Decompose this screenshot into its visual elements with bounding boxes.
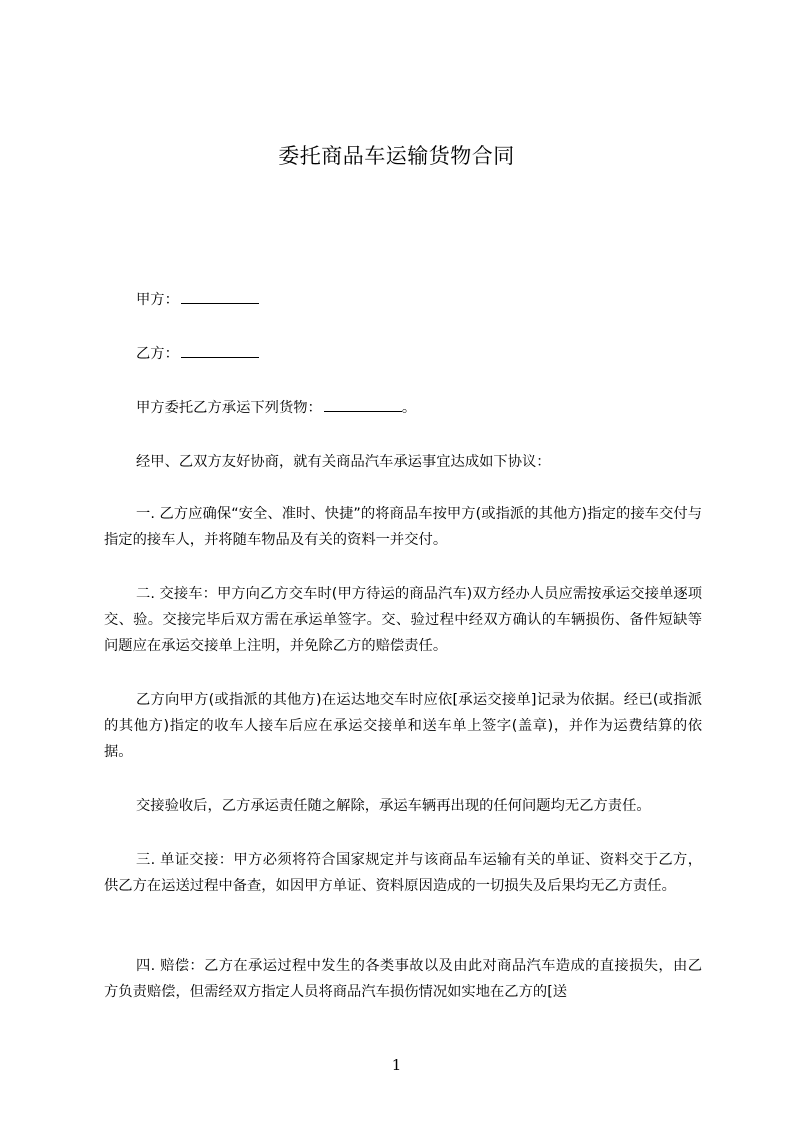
clause-1: 一. 乙方应确保“安全、准时、快捷”的将商品车按甲方(或指派的其他方)指定的接车交付与指定的接车人，并将随车物品及有关的资料一并交付。: [104, 506, 702, 548]
goods-prefix: 甲方委托乙方承运下列货物：: [136, 400, 322, 416]
party-a-line: [104, 287, 702, 313]
party-a-blank: [181, 289, 259, 304]
party-b-blank: [181, 343, 259, 358]
page-number: 1: [391, 1056, 402, 1074]
clause-2-release: 交接验收后，乙方承运责任随之解除，承运车辆再出现的任何问题均无乙方责任。: [136, 798, 651, 814]
goods-blank: [324, 397, 402, 412]
party-b-line: [104, 341, 702, 367]
clause-4: 四. 赔偿：乙方在承运过程中发生的各类事故以及由此对商品汽车造成的直接损失，由乙方负责赔偿，但需经双方指定人员将商品汽车损伤情况如实地在乙方的[送: [104, 958, 702, 1000]
clause-2-delivery: 乙方向甲方(或指派的其他方)在运达地交车时应依[承运交接单]记录为依据。经已(或指派的其他方)指定的收车人接车后应在承运交接单和送车单上签字(盖章)，并作为运费结算的依据。: [104, 692, 702, 760]
clause-2: 二. 交接车：甲方向乙方交车时(甲方待运的商品汽车)双方经办人员应需按承运交接单逐项交、验。交接完毕后双方需在承运单签字。交、验过程中经双方确认的车辆损伤、备件短缺等问题应在承运交接单上注明，并免除乙方的赔偿责任。: [104, 586, 702, 654]
party-b-label: 乙方：: [136, 346, 179, 362]
goods-line: [104, 395, 702, 421]
intro-paragraph: 经甲、乙双方友好协商，就有关商品汽车承运事宜达成如下协议：: [136, 454, 551, 470]
goods-suffix: 。: [401, 400, 417, 416]
party-a-label: 甲方：: [136, 292, 179, 308]
clause-3: 三. 单证交接：甲方必须将符合国家规定并与该商品车运输有关的单证、资料交于乙方，供乙方在运送过程中备查，如因甲方单证、资料原因造成的一切损失及后果均无乙方责任。: [104, 852, 702, 894]
document-title: 委托商品车运输货物合同: [278, 144, 515, 168]
